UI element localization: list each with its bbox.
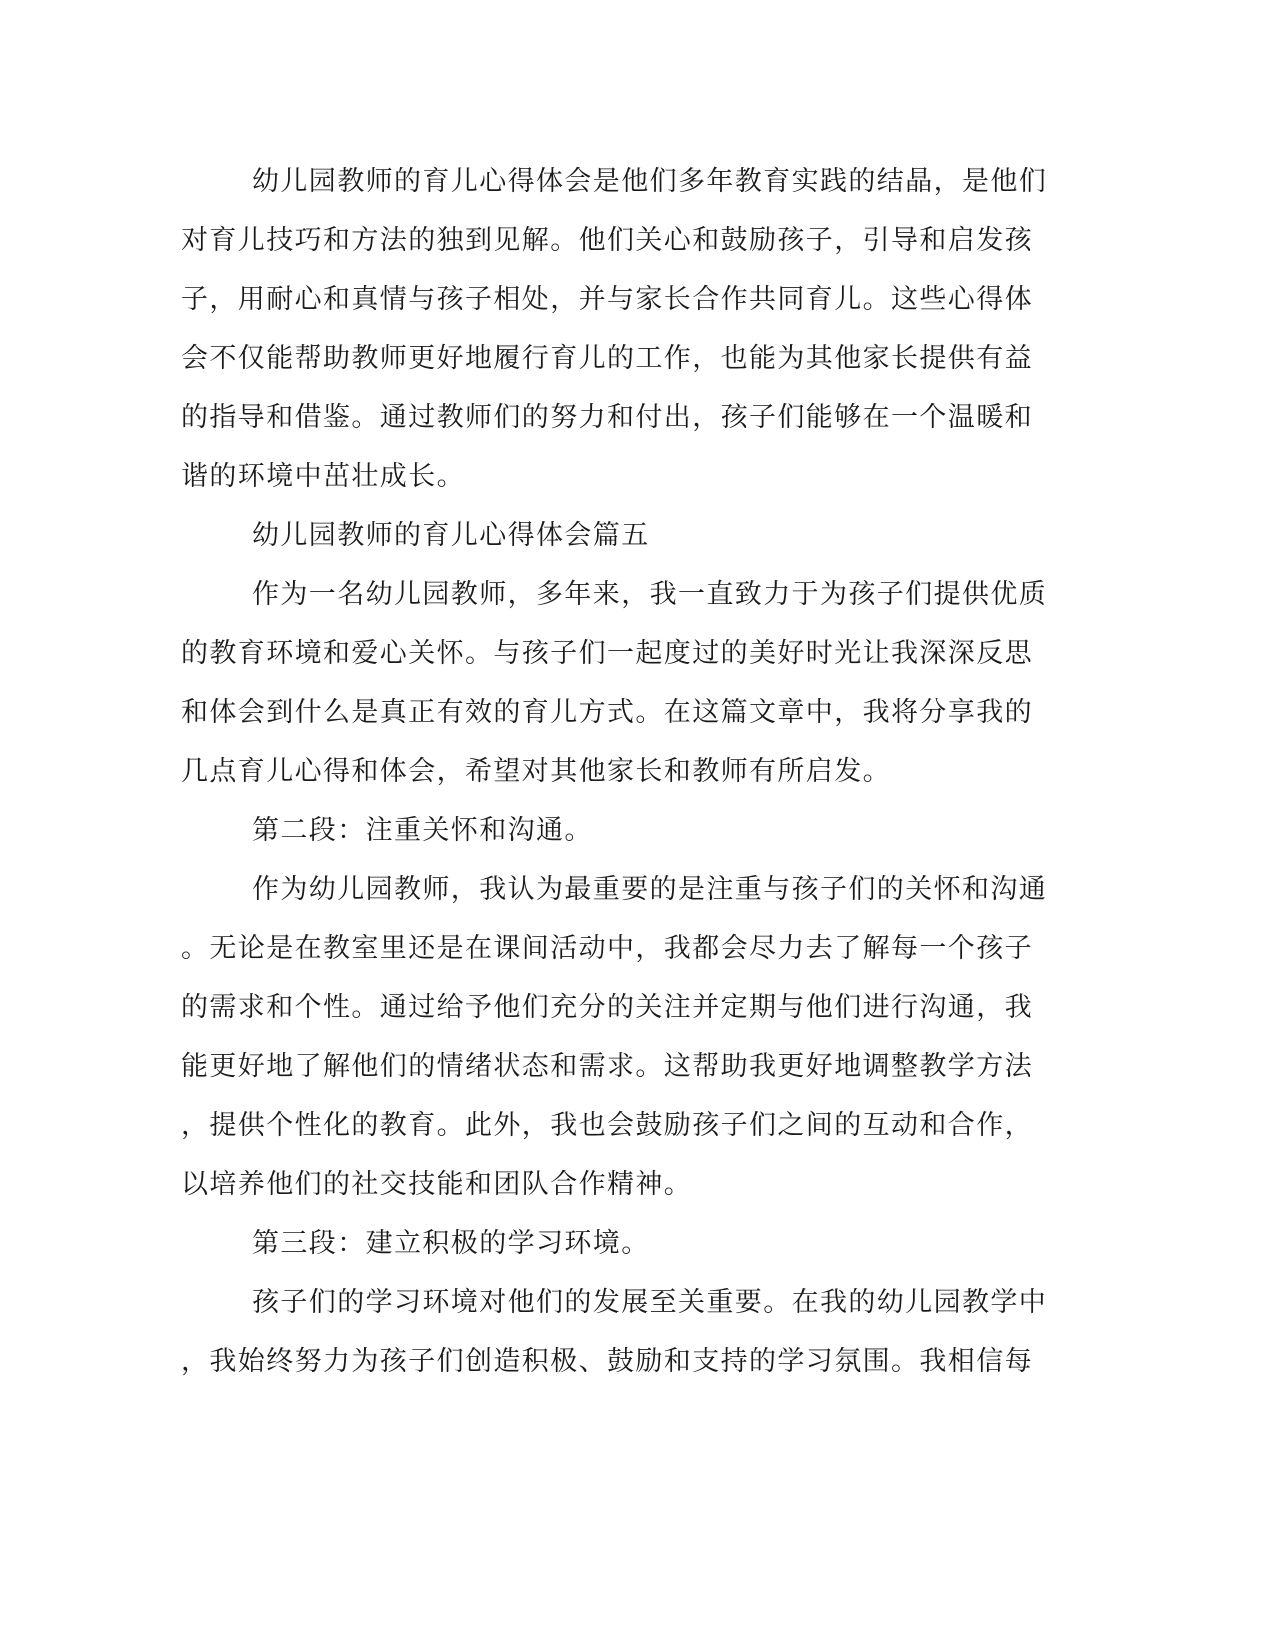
text-line: 谐的环境中茁壮成长。 — [181, 461, 465, 492]
text-line: 几点育儿心得和体会，希望对其他家长和教师有所启发。 — [181, 756, 891, 787]
text-line: 作为幼儿园教师，我认为最重要的是注重与孩子们的关怀和沟通 — [252, 874, 1048, 905]
text-line: ，提供个性化的教育。此外，我也会鼓励孩子们之间的互动和合作， — [181, 1110, 1033, 1141]
text-line: 对育儿技巧和方法的独到见解。他们关心和鼓励孩子，引导和启发孩 — [181, 225, 1033, 256]
text-line: 会不仅能帮助教师更好地履行育儿的工作，也能为其他家长提供有益 — [181, 343, 1033, 374]
text-line: 幼儿园教师的育儿心得体会是他们多年教育实践的结晶，是他们 — [252, 166, 1048, 197]
section-heading: 第二段：注重关怀和沟通。 — [252, 815, 593, 846]
text-line: 能更好地了解他们的情绪状态和需求。这帮助我更好地调整教学方法 — [181, 1051, 1033, 1082]
text-line: 子，用耐心和真情与孩子相处，并与家长合作共同育儿。这些心得体 — [181, 284, 1033, 315]
text-line: 和体会到什么是真正有效的育儿方式。在这篇文章中，我将分享我的 — [181, 697, 1033, 728]
text-line: 的需求和个性。通过给予他们充分的关注并定期与他们进行沟通，我 — [181, 992, 1033, 1023]
section-heading: 第三段：建立积极的学习环境。 — [252, 1228, 650, 1259]
text-line: 孩子们的学习环境对他们的发展至关重要。在我的幼儿园教学中 — [252, 1287, 1048, 1318]
text-line: 以培养他们的社交技能和团队合作精神。 — [181, 1169, 693, 1200]
text-line: 。无论是在教室里还是在课间活动中，我都会尽力去了解每一个孩子 — [181, 933, 1033, 964]
text-line: 的教育环境和爱心关怀。与孩子们一起度过的美好时光让我深深反思 — [181, 638, 1033, 669]
text-line: 的指导和借鉴。通过教师们的努力和付出，孩子们能够在一个温暖和 — [181, 402, 1033, 433]
text-line: ，我始终努力为孩子们创造积极、鼓励和支持的学习氛围。我相信每 — [181, 1346, 1033, 1377]
text-line: 作为一名幼儿园教师，多年来，我一直致力于为孩子们提供优质 — [252, 579, 1048, 610]
section-heading: 幼儿园教师的育儿心得体会篇五 — [252, 520, 650, 551]
